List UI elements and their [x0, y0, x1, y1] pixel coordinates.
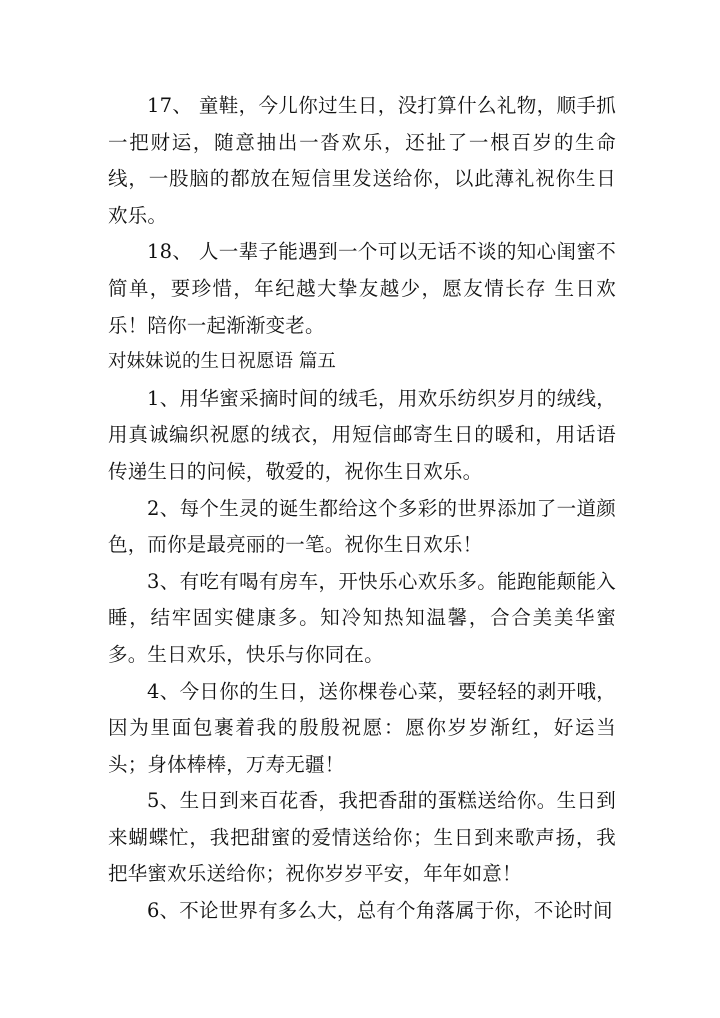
- paragraph-item-3: 3、有吃有喝有房车，开快乐心欢乐多。能跑能颠能入睡，结牢固实健康多。知冷知热知温馨，合合美美华蜜多。生日欢乐，快乐与你同在。: [108, 569, 616, 666]
- section-heading: 对妹妹说的生日祝愿语 篇五: [108, 351, 336, 373]
- document-page: [108, 88, 616, 930]
- paragraph-item-1: 1、用华蜜采摘时间的绒毛，用欢乐纺织岁月的绒线，用真诚编织祝愿的绒衣，用短信邮寄生日的暖和，用话语传递生日的问候，敬爱的，祝你生日欢乐。: [108, 386, 616, 483]
- paragraph-item-17: 17、 童鞋，今儿你过生日，没打算什么礼物，顺手抓一把财运，随意抽出一沓欢乐，还扯了一根百岁的生命线，一股脑的都放在短信里发送给你，以此薄礼祝你生日欢乐。: [108, 94, 616, 227]
- paragraph-item-5: 5、生日到来百花香，我把香甜的蛋糕送给你。生日到来蝴蝶忙，我把甜蜜的爱情送给你；生日到来歌声扬，我把华蜜欢乐送给你；祝你岁岁平安，年年如意！: [108, 789, 616, 886]
- paragraph-item-2: 2、每个生灵的诞生都给这个多彩的世界添加了一道颜色，而你是最亮丽的一笔。祝你生日欢乐！: [108, 496, 616, 557]
- paragraph-item-6: 6、不论世界有多么大，总有个角落属于你，不论时间: [147, 899, 613, 923]
- paragraph-item-4: 4、今日你的生日，送你棵卷心菜，要轻轻的剥开哦，因为里面包裹着我的殷殷祝愿：愿你岁岁渐红，好运当头；身体棒棒，万寿无疆！: [108, 679, 616, 776]
- paragraph-item-18: 18、 人一辈子能遇到一个可以无话不谈的知心闺蜜不简单，要珍惜，年纪越大挚友越少，愿友情长存 生日欢乐！陪你一起渐渐变老。: [108, 240, 616, 337]
